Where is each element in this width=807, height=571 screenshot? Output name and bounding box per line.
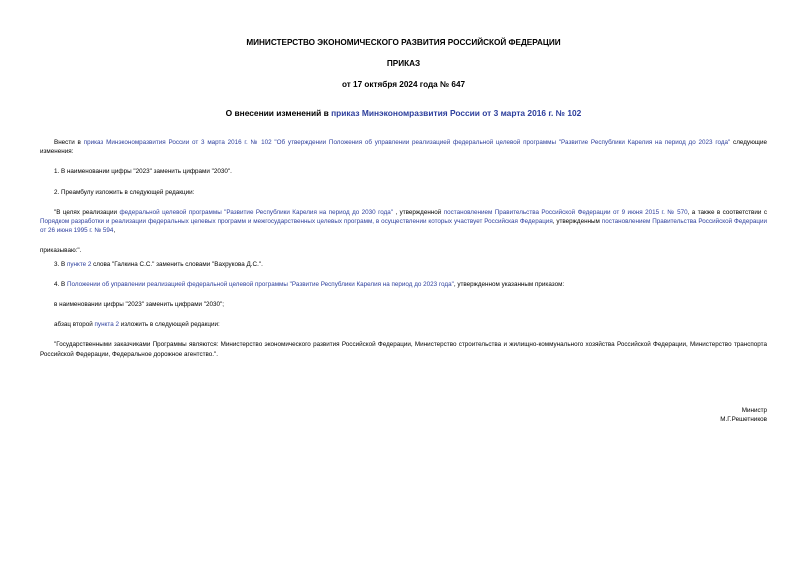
- item-4b-text-1: абзац второй: [54, 321, 95, 329]
- item-4-text-1: 4. В: [54, 280, 67, 288]
- preamble-link-procedure[interactable]: Порядком разработки и реализации федеральных целевых программ и межгосударственных целевых программ, в осуществлении которых участвует Российская Федерация: [40, 218, 553, 226]
- item-4b-link[interactable]: пункта 2: [94, 321, 119, 329]
- item-4: [40, 280, 767, 289]
- doc-type-heading: ПРИКАЗ: [386, 59, 421, 68]
- item-3-link[interactable]: пункте 2: [66, 260, 92, 268]
- item-4b: [40, 320, 767, 329]
- document-title: [40, 108, 767, 118]
- item-4-link[interactable]: Положении об управлении реализацией федеральной целевой программы "Развитие Республики Карелия на период до 2023 года": [66, 280, 454, 288]
- quote-paragraph: "Государственными заказчиками Программы являются: Министерство экономического развития Российской Федерации, Министерство строительства и жилищно-коммунального хозяйства Российской Федерации, Министерство транспорта Российской Федерации, Федеральное дорожное агентство.".: [40, 341, 767, 358]
- item-1: 1. В наименовании цифры "2023" заменить цифрами "2030".: [54, 168, 232, 176]
- signature-block: [720, 406, 767, 425]
- prikaz-line: приказываю:".: [40, 247, 82, 255]
- intro-link[interactable]: приказ Минэкономразвития России от 3 марта 2016 г. № 102 "Об утверждении Положения об управлении реализацией федеральной целевой программы "Развитие Республики Карелия на период до 2023 года": [83, 139, 731, 146]
- preamble-text-2: , утвержденной: [393, 208, 444, 216]
- preamble-text-4: , утвержденным: [552, 218, 602, 226]
- intro-text-2: следующие изменения:: [40, 139, 767, 156]
- item-3-text-1: 3. В: [54, 260, 67, 268]
- preamble-link-resolution-594[interactable]: постановлением Правительства Российской Федерации от 26 июня 1995 г. № 594: [40, 218, 767, 235]
- preamble-link-resolution-570[interactable]: постановлением Правительства Российской Федерации от 9 июня 2015 г. № 570: [443, 208, 688, 216]
- preamble-text-3: , а также в соответствии с: [687, 208, 767, 216]
- item-4b-text-2: изложить в следующей редакции:: [118, 321, 220, 329]
- item-4a: в наименовании цифры "2023" заменить цифрами "2030";: [54, 301, 225, 309]
- date-number-heading: от 17 октября 2024 года № 647: [341, 80, 466, 89]
- signature-position: Министр: [741, 407, 767, 414]
- ministry-heading: МИНИСТЕРСТВО ЭКОНОМИЧЕСКОГО РАЗВИТИЯ РОССИЙСКОЙ ФЕДЕРАЦИИ: [246, 38, 561, 47]
- signature-name: М.Г.Решетников: [720, 416, 767, 424]
- preamble-paragraph: [40, 208, 767, 236]
- intro-paragraph: [40, 138, 767, 156]
- intro-text-1: Внести в: [54, 139, 84, 146]
- preamble-link-program[interactable]: федеральной целевой программы "Развитие Республики Карелия на период до 2030 года": [119, 208, 394, 216]
- title-link[interactable]: приказ Минэкономразвития России от 3 марта 2016 г. № 102: [331, 108, 582, 118]
- item-3-text-2: слова "Галкина С.С." заменить словами "Вахрукова Д.С.".: [91, 260, 263, 268]
- preamble-text-5: ,: [113, 227, 116, 235]
- item-4-text-2: , утвержденном указанным приказом:: [453, 280, 565, 288]
- item-2: 2. Преамбулу изложить в следующей редакции:: [54, 188, 195, 196]
- item-3: [40, 260, 767, 269]
- preamble-text-1: "В целях реализации: [54, 208, 120, 216]
- title-prefix: О внесении изменений в: [225, 108, 332, 118]
